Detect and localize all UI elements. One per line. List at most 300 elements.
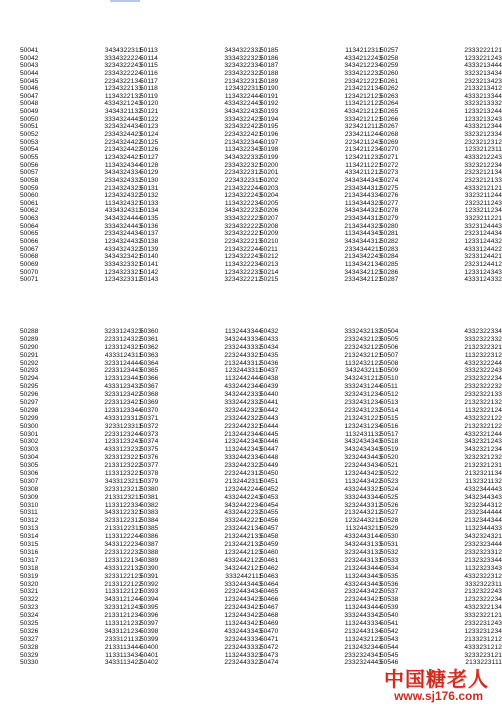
row-id: 50438	[260, 375, 279, 383]
table-row	[380, 154, 502, 162]
row-id: 50514	[380, 406, 399, 414]
row-value: 3233123422	[104, 391, 142, 399]
row-id: 50327	[20, 635, 39, 643]
row-id: 50214	[260, 268, 279, 276]
table-row	[20, 541, 142, 549]
row-value: 2234322311	[224, 176, 262, 184]
table-column	[260, 47, 382, 284]
row-value: 4332344443	[464, 485, 502, 493]
row-value: 1234324322	[104, 192, 142, 200]
row-id: 50142	[140, 268, 159, 276]
row-value: 1234322243	[224, 253, 262, 261]
row-value: 1233124343	[464, 268, 502, 276]
row-id: 50463	[260, 572, 279, 580]
row-id: 50320	[20, 580, 39, 588]
row-id: 50452	[260, 485, 279, 493]
row-id: 50130	[140, 176, 159, 184]
row-id: 50308	[20, 485, 39, 493]
row-value: 1232443422	[224, 612, 262, 620]
row-value: 3332442334	[224, 454, 262, 462]
row-id: 50445	[260, 430, 279, 438]
table-row	[380, 200, 502, 208]
row-value: 1134211221	[345, 161, 382, 169]
table-row	[20, 612, 142, 620]
table-row	[380, 62, 502, 70]
row-id: 50195	[260, 123, 279, 131]
table-row	[140, 367, 262, 375]
row-value: 1132432123	[344, 635, 382, 643]
table-row	[260, 478, 382, 486]
row-value: 3323212234	[464, 161, 502, 169]
row-id: 50114	[140, 54, 158, 62]
row-value: 3433121234	[104, 627, 142, 635]
row-id: 50041	[20, 47, 39, 54]
table-row	[140, 636, 262, 644]
table-row	[260, 131, 382, 139]
row-value: 4333212121	[464, 184, 502, 192]
row-value: 4333212344	[464, 123, 502, 131]
row-id: 50289	[20, 335, 39, 343]
row-value: 1134324321	[104, 199, 142, 207]
row-id: 50213	[260, 260, 279, 268]
table-row	[260, 494, 382, 502]
table-row	[380, 177, 502, 185]
row-id: 50048	[20, 100, 39, 108]
row-value: 2134324422	[104, 146, 142, 154]
row-id: 50443	[260, 414, 279, 422]
row-id: 50453	[260, 493, 279, 501]
table-row	[260, 367, 382, 375]
row-value: 3434342123	[344, 268, 382, 276]
table-row	[380, 470, 502, 478]
row-id: 50053	[20, 138, 39, 146]
row-id: 50275	[380, 184, 399, 192]
row-id: 50061	[20, 199, 39, 207]
row-id: 50321	[20, 588, 39, 596]
row-value: 2334212221	[344, 77, 382, 85]
table-row	[380, 55, 502, 63]
row-value: 1233231234	[464, 627, 502, 635]
table-row	[20, 620, 142, 628]
table-row	[380, 146, 502, 154]
table-row	[20, 47, 142, 55]
row-value: 2132322321	[464, 343, 502, 351]
row-value: 2234322312	[224, 169, 262, 177]
row-value: 3434344312	[344, 238, 382, 246]
row-value: 2234322213	[224, 238, 262, 246]
row-id: 50373	[140, 430, 159, 438]
row-id: 50317	[20, 556, 39, 564]
table-column	[20, 47, 142, 284]
row-value: 2134211234	[344, 146, 382, 154]
table-row	[20, 652, 142, 660]
row-value: 2334322224	[104, 69, 142, 77]
row-id: 50518	[380, 438, 399, 446]
table-row	[380, 636, 502, 644]
row-id: 50448	[260, 454, 279, 462]
row-value: 3332432132	[344, 328, 382, 335]
table-row	[380, 383, 502, 391]
table-row	[140, 659, 262, 667]
row-id: 50049	[20, 108, 39, 116]
row-id: 50266	[380, 115, 399, 123]
row-id: 50258	[380, 54, 399, 62]
row-id: 50523	[380, 477, 399, 485]
table-row	[380, 230, 502, 238]
row-id: 50270	[380, 146, 399, 154]
row-id: 50541	[380, 619, 399, 627]
row-value: 2332442322	[224, 462, 262, 470]
table-row	[380, 525, 502, 533]
row-value: 4333213444	[464, 62, 502, 70]
table-row	[380, 431, 502, 439]
row-value: 2234324422	[104, 138, 142, 146]
row-value: 1132322312	[464, 351, 502, 359]
row-value: 2323124434	[464, 230, 502, 238]
table-row	[140, 230, 262, 238]
row-value: 2232432122	[344, 343, 382, 351]
table-row	[140, 525, 262, 533]
table-row	[140, 652, 262, 660]
table-row	[140, 399, 262, 407]
watermark-url: www.sj176.com	[394, 689, 483, 703]
table-row	[20, 565, 142, 573]
table-row	[20, 486, 142, 494]
row-value: 4332442232	[224, 509, 262, 517]
row-value: 2334322322	[224, 69, 262, 77]
row-value: 2323124412	[464, 260, 502, 268]
row-value: 4332443343	[224, 627, 262, 635]
row-id: 50504	[380, 328, 399, 335]
table-row	[260, 462, 382, 470]
row-id: 50543	[380, 635, 399, 643]
row-id: 50292	[20, 359, 39, 367]
row-value: 2334324434	[104, 230, 142, 238]
row-value: 2132442344	[224, 430, 262, 438]
table-row	[260, 525, 382, 533]
row-id: 50466	[260, 596, 279, 604]
row-id: 50457	[260, 525, 279, 533]
table-row	[140, 588, 262, 596]
row-id: 50519	[380, 446, 399, 454]
table-row	[140, 154, 262, 162]
row-id: 50374	[140, 438, 159, 446]
row-id: 50060	[20, 192, 39, 200]
table-row	[140, 108, 262, 116]
row-value: 1132443422	[344, 477, 382, 485]
table-row	[260, 375, 382, 383]
table-row	[260, 246, 382, 254]
row-id: 50271	[380, 153, 399, 161]
row-value: 3433123211	[104, 477, 142, 485]
table-row	[140, 644, 262, 652]
row-id: 50385	[140, 525, 159, 533]
row-id: 50329	[20, 651, 39, 659]
row-value: 2334324423	[104, 131, 142, 139]
table-row	[260, 55, 382, 63]
row-id: 50204	[260, 192, 279, 200]
row-id: 50401	[140, 651, 159, 659]
row-value: 2233124322	[104, 335, 142, 343]
table-row	[140, 581, 262, 589]
row-id: 50510	[380, 375, 399, 383]
table-row	[380, 352, 502, 360]
table-row	[140, 565, 262, 573]
row-id: 50309	[20, 493, 39, 501]
row-value: 2133122122	[104, 580, 142, 588]
row-id: 50310	[20, 501, 39, 509]
row-id: 50473	[260, 651, 279, 659]
row-value: 1134212311	[345, 47, 382, 54]
table-row	[260, 230, 382, 238]
table-row	[380, 253, 502, 261]
table-row	[260, 116, 382, 124]
row-value: 3334212121	[344, 115, 382, 123]
row-value: 2334344211	[344, 245, 382, 253]
row-value: 1232442123	[224, 548, 262, 556]
row-id: 50440	[260, 391, 279, 399]
row-value: 4333213344	[464, 92, 502, 100]
row-id: 50120	[140, 100, 159, 108]
top-rule	[110, 0, 140, 2]
row-value: 2334342121	[344, 276, 382, 284]
row-id: 50532	[380, 548, 399, 556]
row-id: 50512	[380, 391, 399, 399]
row-id: 50437	[260, 367, 279, 375]
row-id: 50138	[140, 238, 159, 246]
row-value: 1133121232	[104, 619, 142, 627]
row-value: 2233123244	[104, 430, 142, 438]
row-value: 3233223121	[464, 651, 502, 659]
row-id: 50370	[140, 406, 159, 414]
table-row	[140, 328, 262, 336]
row-id: 50467	[260, 604, 279, 612]
table-row	[20, 70, 142, 78]
row-id: 50122	[140, 115, 159, 123]
table-row	[20, 446, 142, 454]
row-value: 1232431234	[344, 422, 382, 430]
row-value: 2134322244	[224, 245, 262, 253]
row-value: 1233122134	[104, 556, 142, 564]
row-id: 50313	[20, 525, 39, 533]
row-id: 50517	[380, 430, 399, 438]
row-id: 50369	[140, 399, 159, 407]
row-id: 50140	[140, 253, 159, 261]
table-row	[20, 478, 142, 486]
table-row	[260, 454, 382, 462]
row-id: 50319	[20, 572, 39, 580]
row-value: 1132443344	[224, 328, 262, 335]
table-row	[20, 360, 142, 368]
table-row	[140, 146, 262, 154]
row-id: 50143	[140, 276, 159, 284]
row-id: 50524	[380, 485, 399, 493]
row-id: 50296	[20, 391, 39, 399]
row-id: 50121	[140, 108, 159, 116]
row-value: 3434322432	[224, 108, 262, 116]
row-id: 50059	[20, 184, 39, 192]
row-id: 50185	[260, 47, 279, 54]
row-value: 1132443323	[224, 651, 262, 659]
table-row	[380, 549, 502, 557]
table-row	[380, 238, 502, 246]
row-id: 50047	[20, 92, 39, 100]
row-id: 50303	[20, 446, 39, 454]
row-value: 1134322444	[224, 92, 262, 100]
table-row	[20, 636, 142, 644]
table-row	[260, 328, 382, 336]
table-row	[260, 644, 382, 652]
row-value: 3432443334	[224, 335, 262, 343]
row-value: 1134322234	[224, 199, 262, 207]
table-row	[140, 47, 262, 55]
row-id: 50063	[20, 215, 39, 223]
row-id: 50202	[260, 176, 279, 184]
row-id: 50052	[20, 131, 39, 139]
table-row	[140, 383, 262, 391]
row-id: 50069	[20, 260, 39, 268]
row-id: 50505	[380, 335, 399, 343]
row-value: 1234212123	[344, 92, 382, 100]
row-value: 2132432344	[344, 643, 382, 651]
row-id: 50520	[380, 454, 399, 462]
row-id: 50536	[380, 580, 399, 588]
row-value: 2132442132	[224, 541, 262, 549]
row-id: 50535	[380, 572, 399, 580]
row-value: 1234322311	[224, 85, 262, 93]
row-value: 3323212334	[464, 131, 502, 139]
row-id: 50277	[380, 199, 399, 207]
row-value: 3232443443	[344, 454, 382, 462]
row-value: 3332442221	[224, 517, 262, 525]
row-id: 50455	[260, 509, 279, 517]
row-id: 50297	[20, 399, 39, 407]
row-id: 50290	[20, 343, 39, 351]
row-value: 2134322244	[224, 184, 262, 192]
table-row	[260, 85, 382, 93]
table-row	[20, 352, 142, 360]
table-row	[20, 604, 142, 612]
row-value: 1233124321	[104, 343, 142, 351]
row-value: 2334324332	[104, 176, 142, 184]
row-id: 50304	[20, 454, 39, 462]
table-row	[20, 454, 142, 462]
row-value: 3233124323	[104, 328, 142, 335]
table-row	[260, 261, 382, 269]
row-id: 50051	[20, 123, 39, 131]
row-value: 2132322132	[464, 399, 502, 407]
table-row	[20, 407, 142, 415]
row-value: 1232442244	[224, 485, 262, 493]
table-row	[20, 230, 142, 238]
row-value: 2134322344	[224, 138, 262, 146]
row-value: 2232442321	[224, 422, 262, 430]
table-row	[20, 573, 142, 581]
row-id: 50306	[20, 470, 39, 478]
table-row	[260, 415, 382, 423]
row-id: 50278	[380, 207, 399, 215]
table-row	[380, 116, 502, 124]
table-row	[20, 223, 142, 231]
table-row	[260, 93, 382, 101]
table-row	[260, 200, 382, 208]
row-id: 50208	[260, 222, 279, 230]
table-row	[20, 131, 142, 139]
table-row	[140, 162, 262, 170]
row-id: 50123	[140, 123, 159, 131]
table-row	[140, 185, 262, 193]
row-id: 50375	[140, 446, 159, 454]
row-value: 1232443211	[344, 517, 382, 525]
row-value: 3432442121	[224, 564, 262, 572]
row-id: 50215	[260, 276, 279, 284]
row-value: 3232431234	[344, 391, 382, 399]
row-value: 3323213434	[464, 69, 502, 77]
table-row	[260, 652, 382, 660]
table-row	[140, 549, 262, 557]
row-value: 1232322234	[464, 596, 502, 604]
row-value: 3332443344	[344, 493, 382, 501]
table-row	[140, 486, 262, 494]
row-value: 1134322132	[104, 92, 142, 100]
row-id: 50522	[380, 470, 399, 478]
row-id: 50389	[140, 556, 159, 564]
table-row	[20, 85, 142, 93]
row-value: 2133113444	[104, 643, 142, 651]
row-id: 50384	[140, 517, 159, 525]
row-id: 50272	[380, 161, 399, 169]
table-row	[20, 367, 142, 375]
table-row	[20, 659, 142, 667]
table-row	[140, 431, 262, 439]
row-value: 2332322133	[464, 391, 502, 399]
row-value: 1233221243	[464, 54, 502, 62]
row-value: 2332231243	[464, 619, 502, 627]
table-row	[20, 628, 142, 636]
row-value: 2232443332	[224, 643, 262, 651]
table-row	[20, 100, 142, 108]
table-row	[20, 269, 142, 277]
row-value: 4332322312	[464, 572, 502, 580]
row-id: 50126	[140, 146, 159, 154]
row-value: 3332443342	[344, 612, 382, 620]
row-id: 50361	[140, 335, 159, 343]
row-id: 50507	[380, 351, 399, 359]
row-id: 50113	[140, 47, 158, 54]
row-value: 4333124332	[464, 276, 502, 284]
row-value: 2133213412	[464, 85, 502, 93]
table-row	[260, 253, 382, 261]
table-row	[20, 123, 142, 131]
row-id: 50194	[260, 115, 279, 123]
row-value: 2234322421	[224, 131, 262, 139]
table-row	[380, 612, 502, 620]
row-value: 2133122311	[104, 525, 142, 533]
row-value: 1232443311	[224, 367, 262, 375]
row-value: 3432321234	[464, 446, 502, 454]
row-id: 50189	[260, 77, 279, 85]
table-column	[140, 328, 262, 667]
row-value: 2132323344	[464, 556, 502, 564]
table-row	[260, 636, 382, 644]
table-row	[380, 509, 502, 517]
row-id: 50526	[380, 501, 399, 509]
row-value: 4333123232	[104, 446, 142, 454]
table-row	[380, 162, 502, 170]
table-row	[260, 276, 382, 284]
row-id: 50446	[260, 438, 279, 446]
table-row	[260, 399, 382, 407]
